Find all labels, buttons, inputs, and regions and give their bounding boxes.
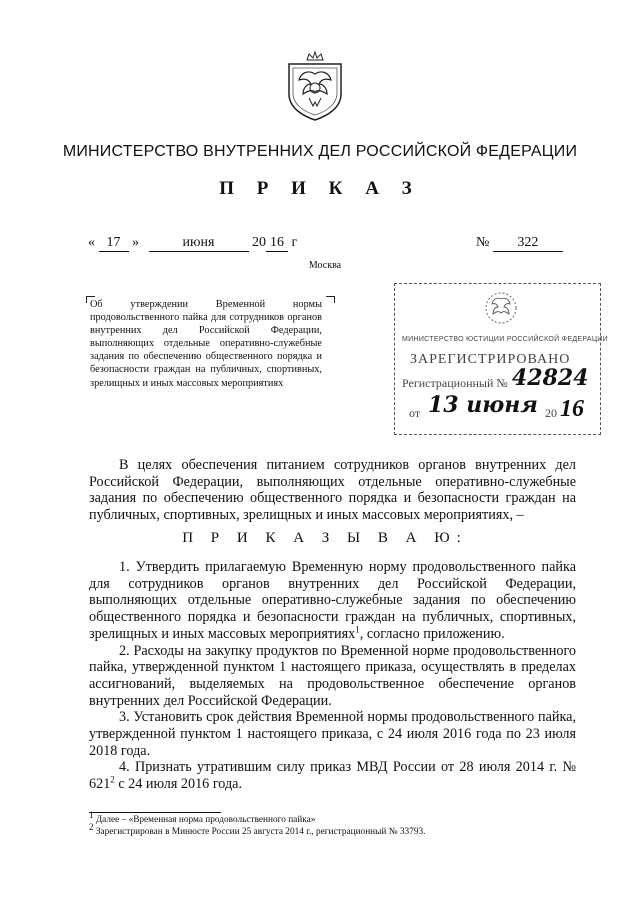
- date-month: июня: [149, 235, 249, 252]
- preamble-text: В целях обеспечения питанием сотрудников органов внутренних дел Российской Федерации, выполняющих отдельные оперативно-служебные задания по обеспечению общественного порядка и безопасности граждан на публичных, спортивных, зрелищных и иных массовых мероприятиях, –: [89, 457, 576, 524]
- number-value: 322: [493, 235, 563, 252]
- preamble: [89, 457, 576, 524]
- footnote-2-number: 2: [89, 821, 94, 832]
- date-year-prefix: 20: [252, 235, 266, 250]
- number-label: №: [476, 235, 490, 250]
- footnote-2-text: Зарегистрирован в Минюсте России 25 августа 2014 г., регистрационный № 33793.: [93, 827, 426, 837]
- state-emblem-icon: [283, 50, 347, 122]
- order-item-3: 3. Установить срок действия Временной нормы продовольственного пайка, утвержденной пунктом 1 настоящего приказа, с 24 июля 2016 года по 23 июля 2018 года.: [89, 709, 576, 759]
- order-item-2: 2. Расходы на закупку продуктов по Временной норме продовольственного пайка, утвержденной пунктом 1 настоящего приказа, осуществлять в пределах ассигнований, выделяемых на продовольственное обеспечение органов внутренних дел Российской Федерации.: [89, 642, 576, 709]
- footnote-ref-1: 1: [355, 624, 360, 635]
- stamp-year-suffix: 16: [560, 396, 584, 422]
- order-item-1-tail: , согласно приложению.: [359, 625, 505, 642]
- document-type-title: П Р И К А З: [219, 178, 421, 199]
- order-item-4-text: 4. Признать утратившим силу приказ МВД России от 28 июля 2014 г. № 621: [89, 759, 576, 793]
- footnote-1-number: 1: [89, 809, 94, 820]
- order-item-4-tail: с 24 июля 2016 года.: [114, 776, 243, 793]
- order-subject: Об утверждении Временной нормы продовольственного пайка для сотрудников органов внутренних дел Российской Федерации, выполняющих отдельные оперативно-служебные задания по обеспечению общественного порядка и безопасности граждан на публичных, спортивных, зрелищных и иных массовых мероприятиях: [90, 299, 322, 389]
- stamp-emblem-icon: [483, 290, 519, 331]
- order-item-4: [89, 759, 576, 792]
- date-year-abbr: г: [291, 235, 298, 250]
- stamp-registered: ЗАРЕГИСТРИРОВАНО: [410, 352, 571, 367]
- stamp-from-label: от: [409, 406, 421, 420]
- footnote-divider: [89, 812, 221, 813]
- stamp-year-prefix: 20: [545, 406, 557, 420]
- date-year-suffix: 16: [266, 235, 288, 252]
- order-directive-heading: П Р И К А З Ы В А Ю:: [182, 530, 468, 546]
- stamp-reg-label: Регистрационный №: [402, 376, 508, 390]
- city: Москва: [308, 260, 342, 271]
- order-items: [89, 559, 576, 793]
- footnotes: [89, 809, 576, 838]
- footnote-ref-2: 2: [110, 774, 115, 785]
- order-item-1-text: 1. Утвердить прилагаемую Временную норму продовольственного пайка для сотрудников органов внутренних дел Российской Федерации, выполняющих отдельные оперативно-служебные задания по обеспечению общественного порядка и безопасности граждан на публичных, спортивных, зрелищных и иных массовых мероприятиях: [89, 559, 576, 642]
- footnote-1-text: Далее – «Временная норма продовольственного пайка»: [93, 815, 316, 825]
- stamp-reg-number: 42824: [512, 365, 589, 391]
- ministry-name: МИНИСТЕРСТВО ВНУТРЕННИХ ДЕЛ РОССИЙСКОЙ ФЕДЕРАЦИИ: [62, 143, 578, 160]
- footnote-2: [89, 821, 576, 838]
- stamp-ministry-line: МИНИСТЕРСТВО ЮСТИЦИИ РОССИЙСКОЙ ФЕДЕРАЦИИ: [402, 336, 608, 343]
- order-item-1: [89, 559, 576, 643]
- subject-bracket-right: [326, 296, 335, 303]
- stamp-hand-date: 13 июня: [428, 392, 538, 418]
- date-close-quote: »: [132, 235, 139, 250]
- footnote-1: [89, 809, 576, 826]
- order-number: [476, 235, 563, 252]
- order-date: [88, 235, 297, 252]
- date-day: 17: [99, 235, 129, 252]
- date-open-quote: «: [88, 235, 95, 250]
